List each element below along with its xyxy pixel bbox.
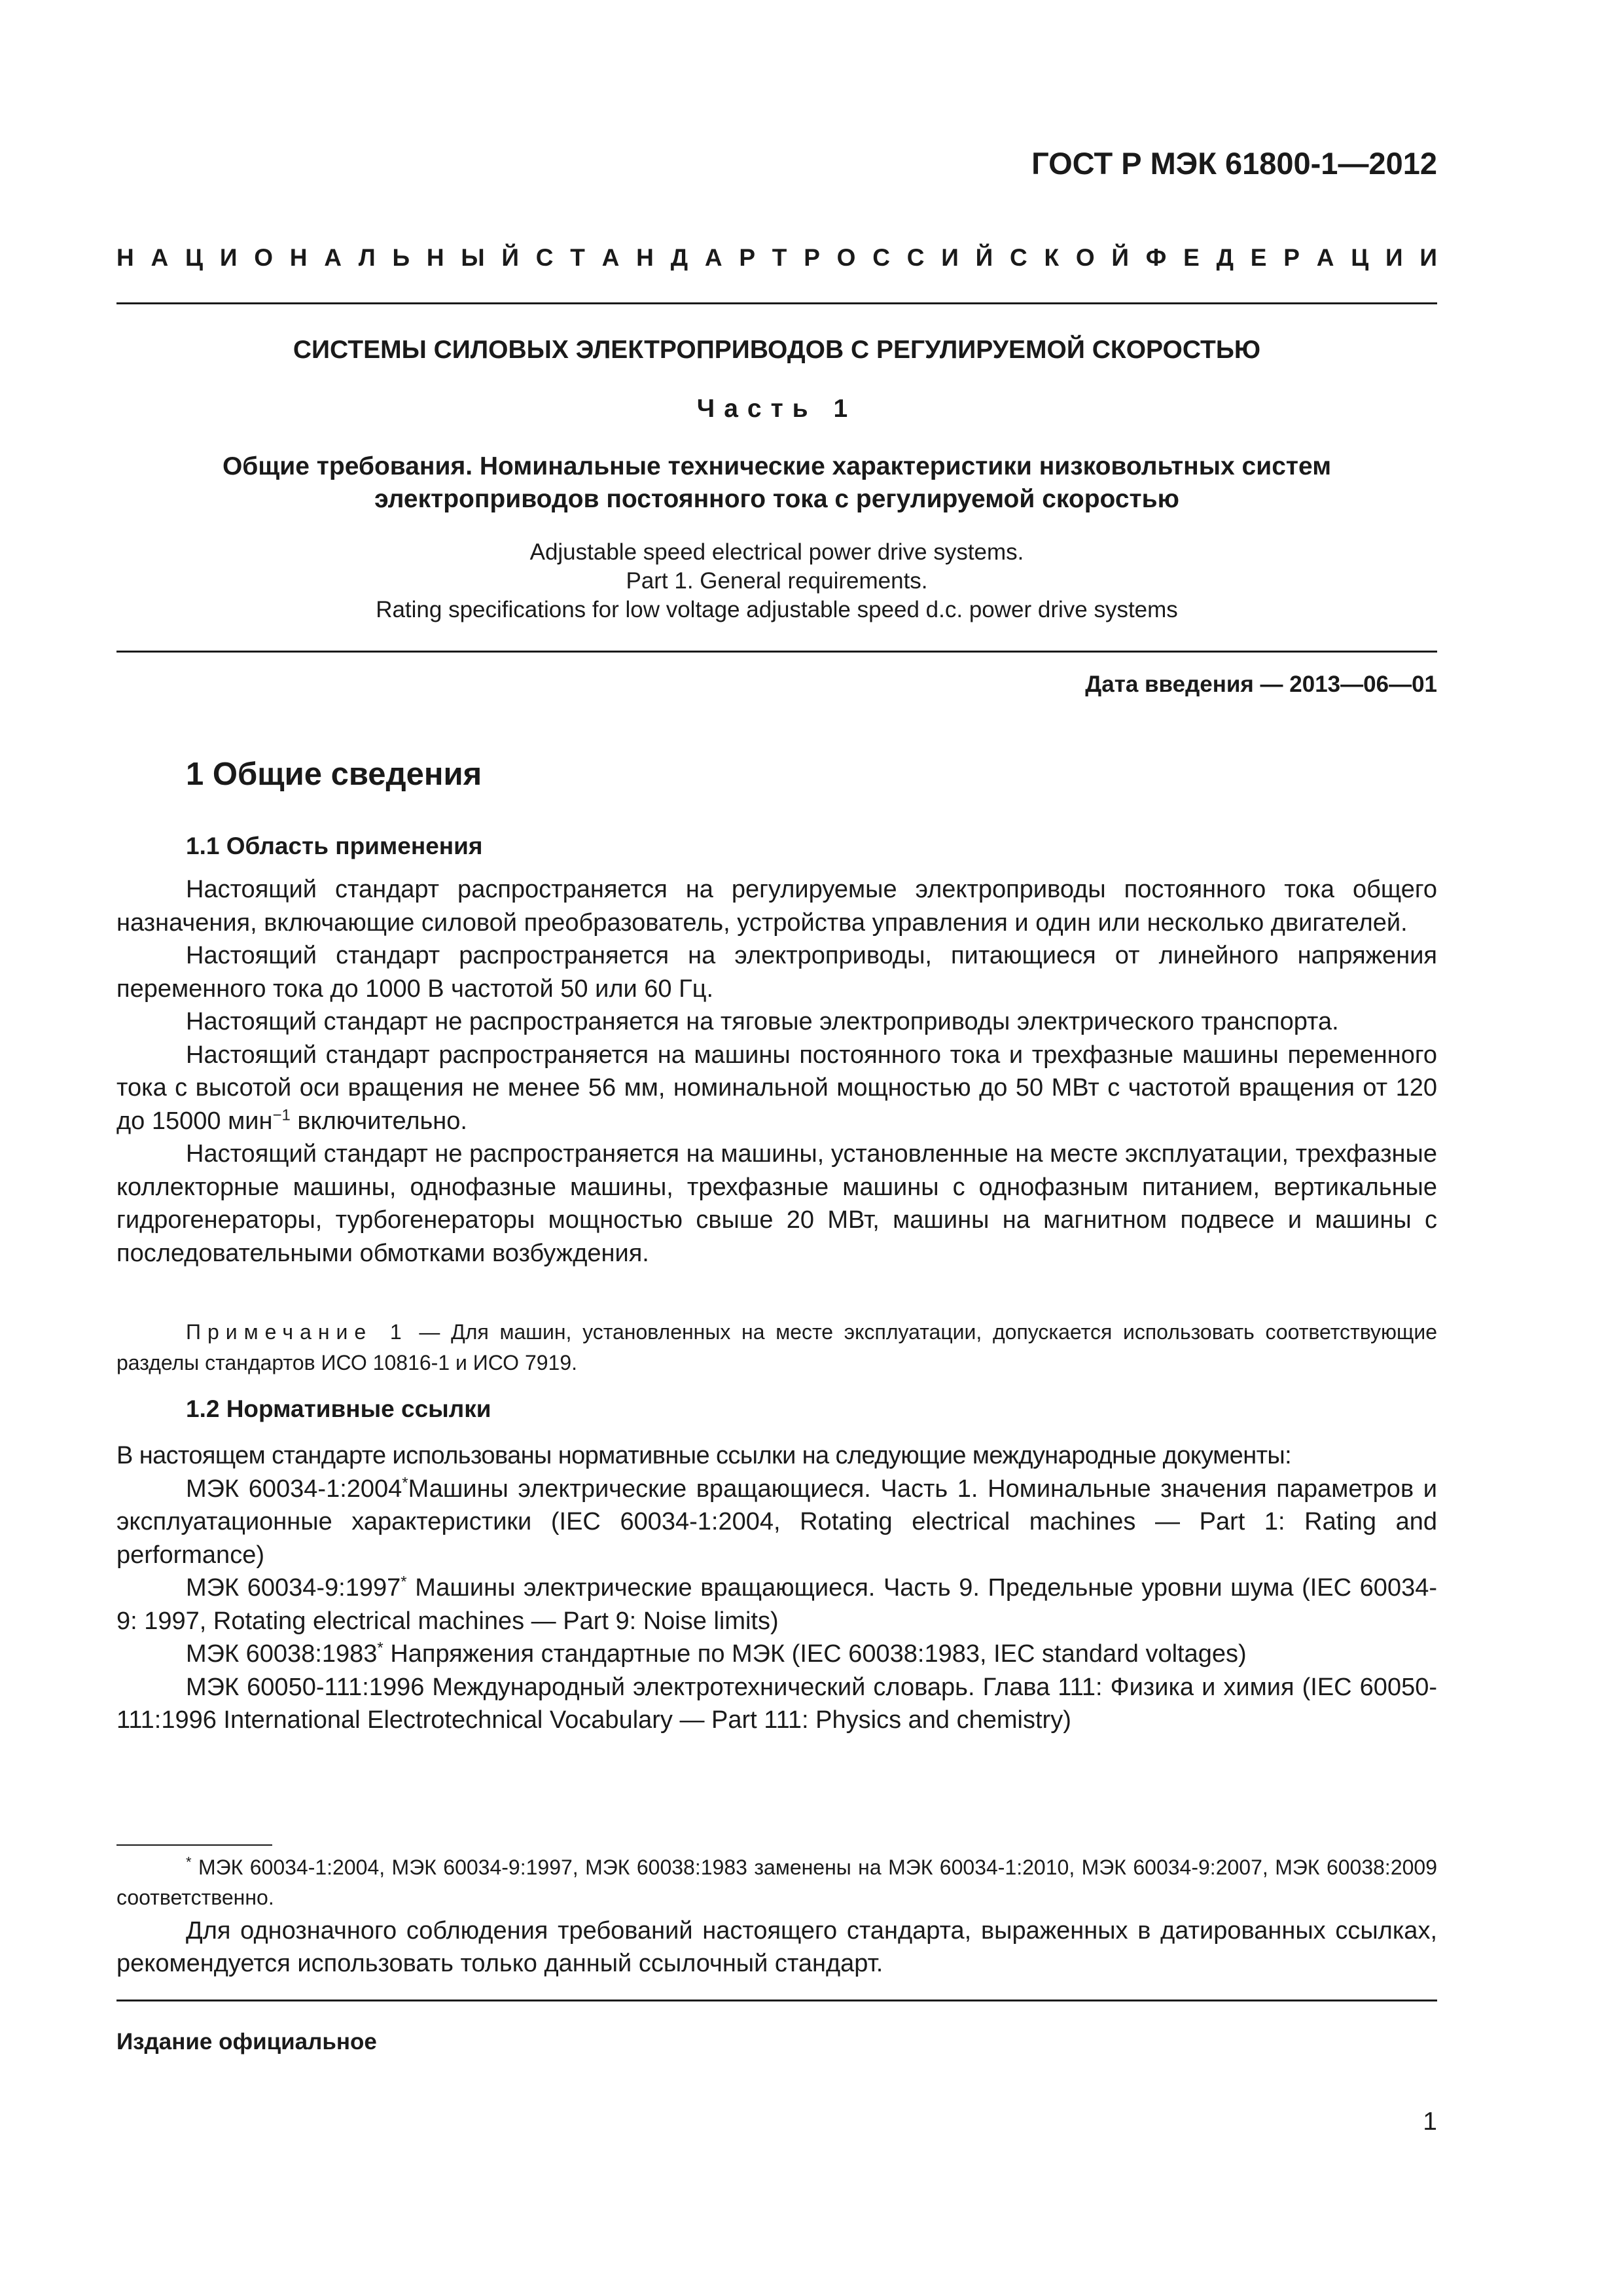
scope-paragraph [116, 1039, 1437, 1138]
national-standard-text: Н А Ц И О Н А Л Ь Н Ы Й С Т А Н Д А Р Т Р О С С И Й С К О Й Ф Е Д Е Р А Ц И И [116, 244, 1442, 271]
introduction-date: Дата введения — 2013—06—01 [1085, 672, 1437, 697]
references-text [116, 1439, 1437, 1737]
part-label: Часть 1 [696, 395, 857, 423]
scope-paragraph-text: включительно. [290, 1107, 467, 1135]
section-heading: 1 Общие сведения [186, 757, 482, 792]
note-text: — Для машин, установленных на месте эксплуатации, допускается использовать соответствующие разделы стандартов ИСО 10816-1 и ИСО 7919. [116, 1320, 1438, 1374]
reference-item [116, 1638, 1437, 1671]
scope-paragraph: Настоящий стандарт распространяется на электроприводы, питающиеся от линейного напряжения переменного тока до 1000 В частотой 50 или 60 Гц. [116, 942, 1437, 1003]
footnote [116, 1852, 1437, 1912]
standard-number: ГОСТ Р МЭК 61800-1—2012 [1031, 146, 1437, 181]
subtitle-line-2: электроприводов постоянного тока с регулируемой скоростью [374, 485, 1179, 513]
edition-label: Издание официальное [116, 2029, 377, 2054]
english-title-line-3: Rating specifications for low voltage adjustable speed d.c. power drive systems [376, 597, 1178, 622]
dated-references-note [116, 1914, 1437, 1980]
footnote-marker: * [401, 1573, 407, 1591]
footnote-paragraph [116, 1852, 1437, 1912]
subtitle-line-1: Общие требования. Номинальные технические характеристики низковольтных систем [222, 452, 1332, 480]
footnote-marker: * [186, 1854, 192, 1871]
reference-item [116, 1571, 1437, 1638]
superscript: −1 [272, 1105, 291, 1124]
footnote-marker: * [377, 1639, 383, 1657]
national-standard-banner [116, 244, 1442, 272]
english-title [116, 538, 1437, 624]
footnote-marker: * [402, 1473, 408, 1492]
references-intro: В настоящем стандарте использованы нормативные ссылки на следующие международные документы: [116, 1442, 1292, 1469]
reference-title: Машины электрические вращающиеся. Часть 9. Предельные уровни шума (IEC 60034-9: 1997, Rotating electrical machines — Part 9: Noise limits) [116, 1574, 1438, 1635]
reference-title: Машины электрические вращающиеся. Часть 1. Номинальные значения параметров и эксплуатационные характеристики (IEC 60034-1:2004, Rotating electrical machines — Part 1: Rating and performance) [116, 1475, 1437, 1569]
reference-code: МЭК 60034-1:2004 [186, 1475, 402, 1503]
note-paragraph [116, 1317, 1437, 1378]
english-title-line-1: Adjustable speed electrical power drive systems. [529, 539, 1024, 565]
reference-item: МЭК 60050-111:1996 Международный электротехнический словарь. Глава 111: Физика и химия (IEC 60050-111:1996 International Electrotechnical Vocabulary — Part 111: Physics and chemistry) [116, 1673, 1437, 1734]
reference-code: МЭК 60038:1983 [186, 1640, 378, 1668]
reference-title: Напряжения стандартные по МЭК (IEC 60038:1983, IEC standard voltages) [383, 1640, 1247, 1668]
english-title-line-2: Part 1. General requirements. [626, 568, 928, 594]
document-subtitle [116, 450, 1437, 516]
scope-paragraph: Настоящий стандарт не распространяется на тяговые электроприводы электрического транспорта. [186, 1008, 1339, 1035]
scope-heading: 1.1 Область применения [186, 833, 483, 859]
footnote-text: МЭК 60034-1:2004, МЭК 60034-9:1997, МЭК 60038:1983 заменены на МЭК 60034-1:2010, МЭК 60034-9:2007, МЭК 60038:2009 соответственно. [116, 1856, 1437, 1909]
document-title: СИСТЕМЫ СИЛОВЫХ ЭЛЕКТРОПРИВОДОВ С РЕГУЛИРУЕМОЙ СКОРОСТЬЮ [293, 336, 1261, 364]
page-number: 1 [1423, 2108, 1437, 2136]
reference-code: МЭК 60034-9:1997 [186, 1574, 401, 1602]
scope-paragraph-text: Настоящий стандарт распространяется на машины постоянного тока и трехфазные машины переменного тока с высотой оси вращения не менее 56 мм, номинальной мощностью до 50 МВт с частотой вращения от 120 до 15000 мин [116, 1041, 1437, 1135]
footnote-separator [116, 1844, 272, 1846]
header-rule [116, 302, 1437, 304]
footer-rule [116, 2000, 1437, 2001]
title-rule [116, 651, 1437, 653]
dated-references-paragraph: Для однозначного соблюдения требований настоящего стандарта, выраженных в датированных ссылках, рекомендуется использовать только данный ссылочный стандарт. [116, 1917, 1437, 1977]
scope-paragraph: Настоящий стандарт не распространяется на машины, установленные на месте эксплуатации, трехфазные коллекторные машины, однофазные машины, трехфазные машины с однофазным питанием, вертикальные гидрогенераторы, турбогенераторы мощностью свыше 20 МВт, машины на магнитном подвесе и машины с последовательными обмотками возбуждения. [116, 1140, 1437, 1267]
references-heading: 1.2 Нормативные ссылки [186, 1395, 491, 1422]
note-label: Примечание 1 [186, 1320, 408, 1344]
reference-item [116, 1473, 1437, 1572]
scope-text [116, 873, 1437, 1270]
scope-paragraph: Настоящий стандарт распространяется на регулируемые электроприводы постоянного тока общего назначения, включающие силовой преобразователь, устройства управления и один или несколько двигателей. [116, 876, 1437, 937]
note [116, 1317, 1437, 1378]
